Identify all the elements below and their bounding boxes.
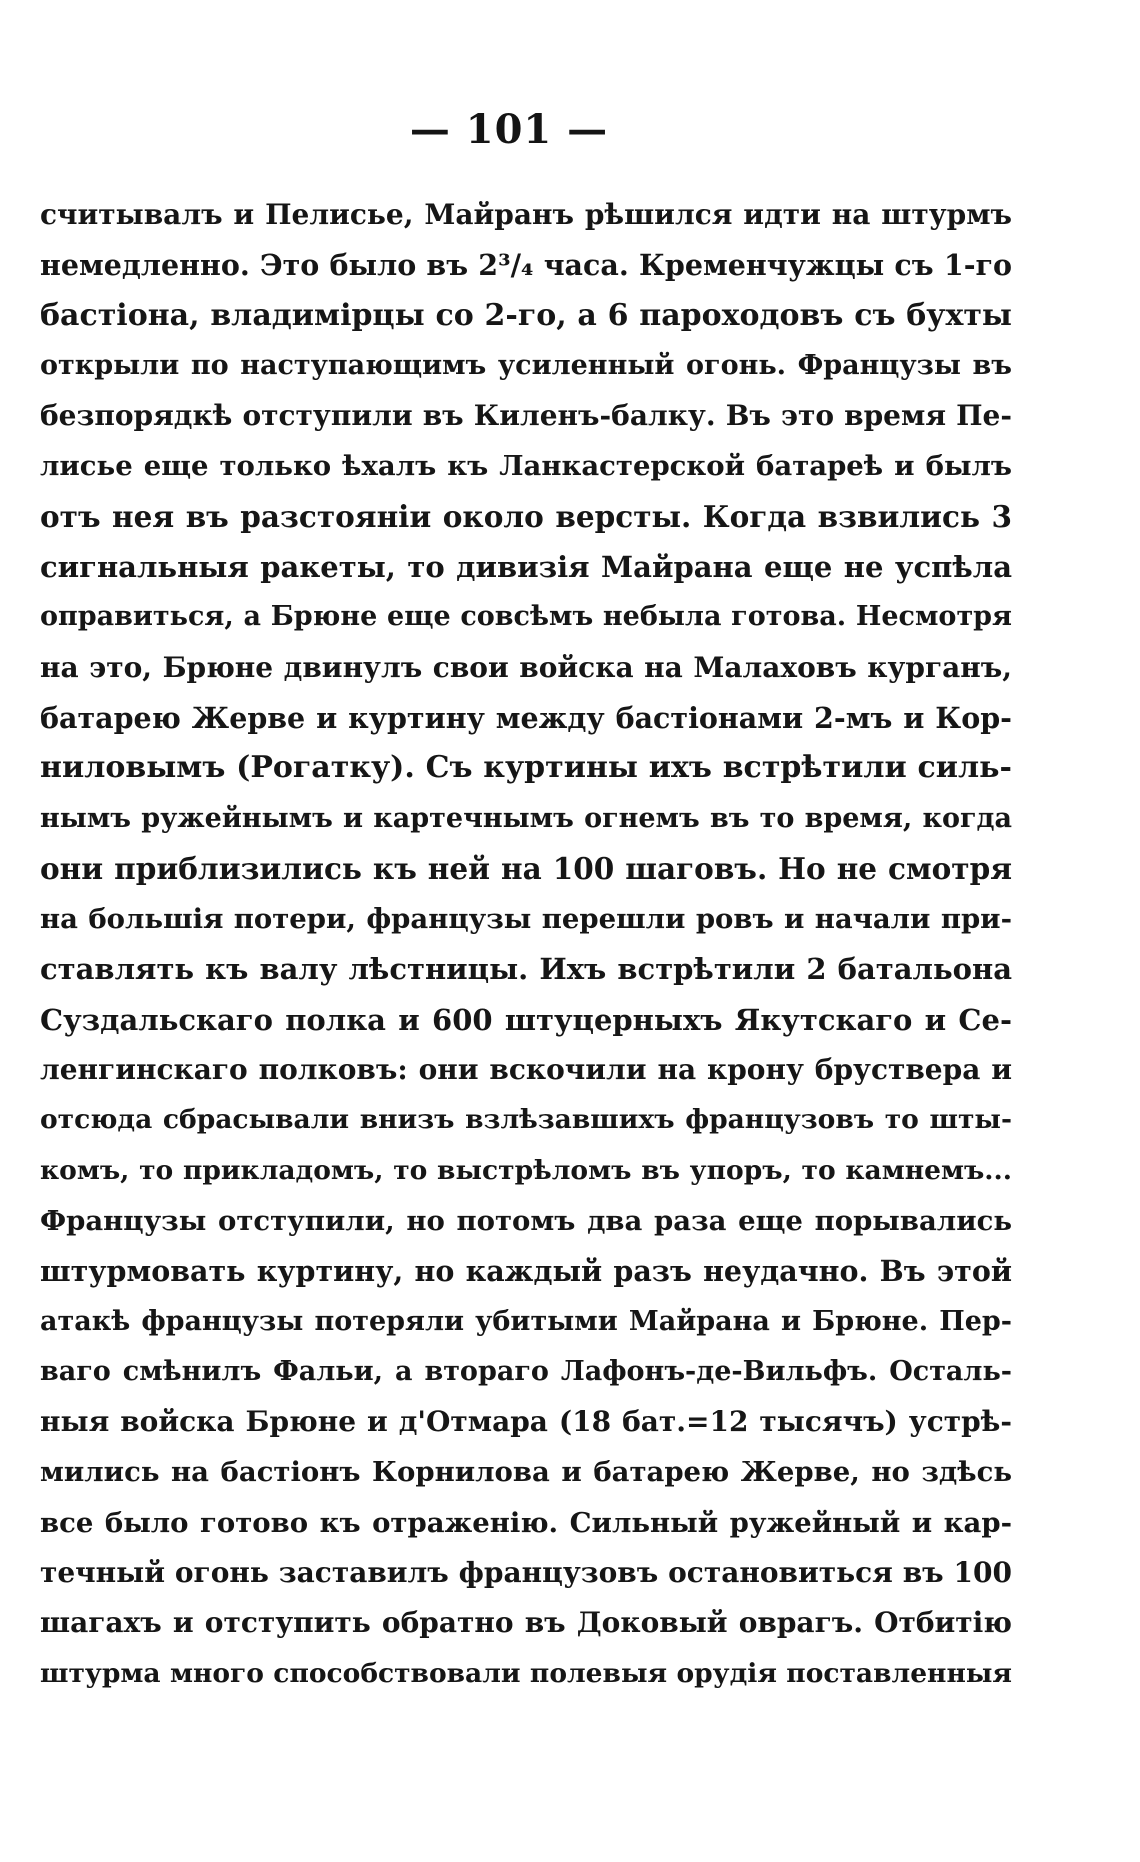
text-line: все было готово къ отраженію. Сильный ружейный и кар- bbox=[40, 1506, 1012, 1539]
text-line: ставлять къ валу лѣстницы. Ихъ встрѣтили 2 батальона bbox=[40, 952, 1012, 987]
text-line: лисье еще только ѣхалъ къ Ланкастерской батареѣ и былъ bbox=[40, 450, 1012, 483]
text-line: мились на бастіонъ Корнилова и батарею Жерве, но здѣсь bbox=[40, 1456, 1012, 1489]
text-line: штурма много способствовали полевыя орудія поставленныя bbox=[40, 1657, 1012, 1689]
text-line: ныя войска Брюне и д'Отмара (18 бат.=12 тысячъ) устрѣ- bbox=[40, 1405, 1012, 1439]
text-line: батарею Жерве и куртину между бастіонами 2-мъ и Кор- bbox=[40, 700, 1012, 735]
text-line: ленгинскаго полковъ: они вскочили на крону бруствера и bbox=[40, 1053, 1012, 1087]
text-line: на это, Брюне двинулъ свои войска на Малаховъ курганъ, bbox=[40, 650, 1012, 684]
text-line: бастіона, владимірцы со 2-го, а 6 пароходовъ съ бухты bbox=[40, 297, 1012, 333]
text-line: Суздальскаго полка и 600 штуцерныхъ Якутскаго и Се- bbox=[40, 1002, 1012, 1037]
text-line: ниловымъ (Рогатку). Съ куртины ихъ встрѣтили силь- bbox=[40, 750, 1012, 786]
text-line: течный огонь заставилъ французовъ остановиться въ 100 bbox=[40, 1556, 1012, 1590]
text-line: комъ, то прикладомъ, то выстрѣломъ въ упоръ, то камнемъ... bbox=[40, 1154, 1012, 1186]
text-line: оправиться, а Брюне еще совсѣмъ небыла готова. Несмотря bbox=[40, 601, 1012, 633]
text-line: отсюда сбрасывали внизъ взлѣзавшихъ французовъ то шты- bbox=[40, 1104, 1012, 1136]
text-line: немедленно. Это было въ 2³/₄ часа. Кременчужцы съ 1-го bbox=[40, 248, 1012, 283]
text-line: они приблизились къ ней на 100 шаговъ. Но не смотря bbox=[40, 850, 1012, 886]
text-line: атакѣ французы потеряли убитыми Майрана и Брюне. Пер- bbox=[40, 1305, 1012, 1337]
text-line: на большія потери, французы перешли ровъ и начали при- bbox=[40, 903, 1012, 936]
text-line: нымъ ружейнымъ и картечнымъ огнемъ въ то время, когда bbox=[40, 802, 1012, 834]
text-line: Французы отступили, но потомъ два раза еще порывались bbox=[40, 1204, 1012, 1237]
text-line: сигнальныя ракеты, то дивизія Майрана еще не успѣла bbox=[40, 550, 1012, 585]
text-line: отъ нея въ разстояніи около версты. Когда взвились 3 bbox=[40, 498, 1012, 534]
body-text bbox=[40, 190, 1012, 1699]
text-line: штурмовать куртину, но каждый разъ неудачно. Въ этой bbox=[40, 1254, 1012, 1289]
text-line: безпорядкѣ отступили въ Киленъ-балку. Въ это время Пе- bbox=[40, 399, 1012, 433]
text-line: открыли по наступающимъ усиленный огонь. Французы въ bbox=[40, 349, 1012, 381]
text-line: шагахъ и отступить обратно въ Доковый оврагъ. Отбитію bbox=[40, 1606, 1012, 1640]
page-number: — 101 — bbox=[409, 106, 609, 153]
text-line: ваго смѣнилъ Фальи, а втораго Лафонъ-де-Вильфъ. Осталь- bbox=[40, 1355, 1012, 1387]
text-line: считывалъ и Пелисье, Майранъ рѣшился идти на штурмъ bbox=[40, 198, 1012, 231]
